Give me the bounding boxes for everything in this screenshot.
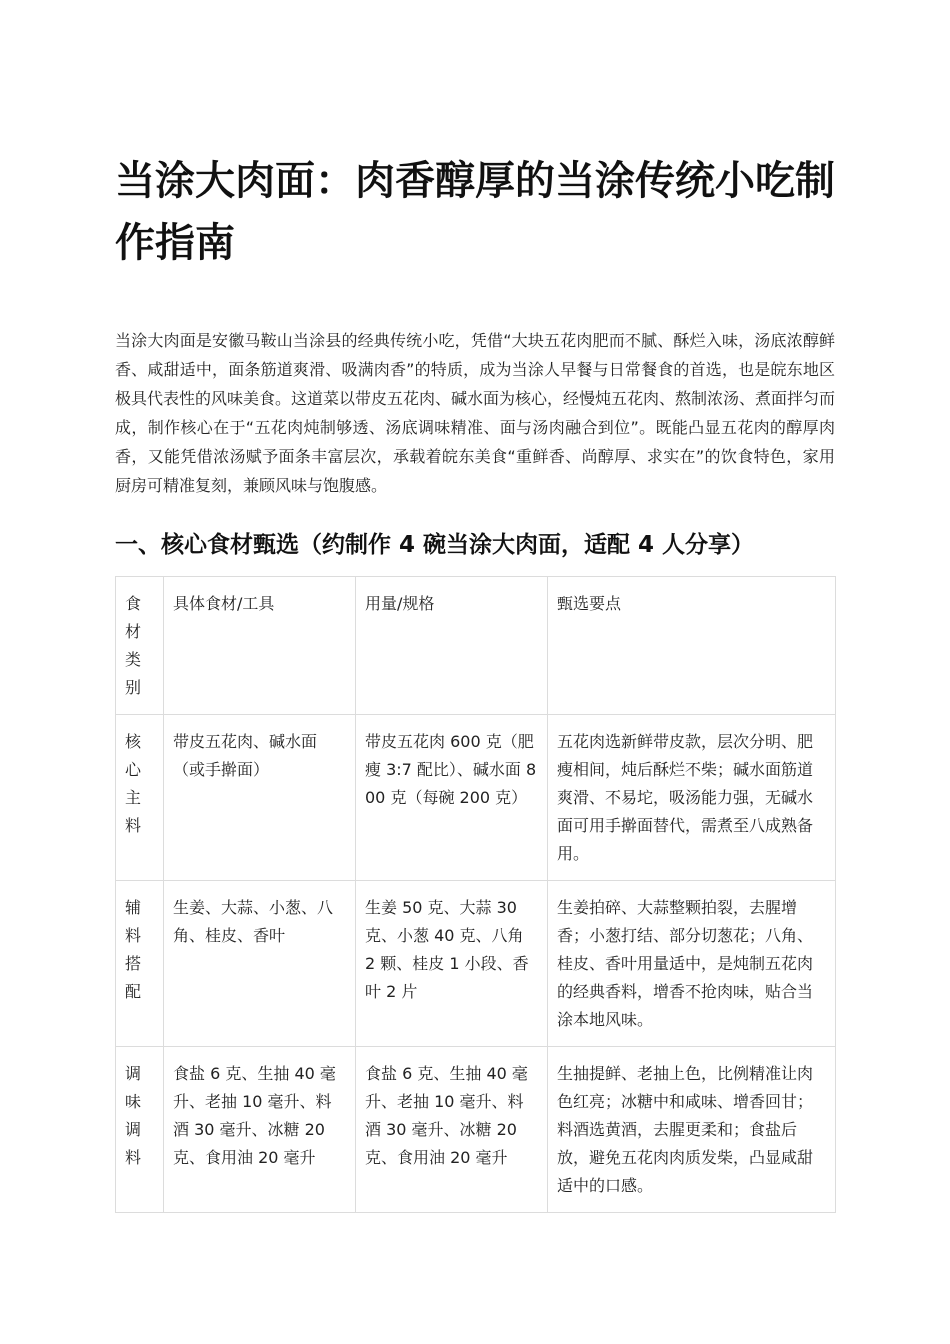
intro-paragraph: 当涂大肉面是安徽马鞍山当涂县的经典传统小吃，凭借“大块五花肉肥而不腻、酥烂入味，汤底浓醇鲜香、咸甜适中，面条筋道爽滑、吸满肉香”的特质，成为当涂人早餐与日常餐食的首选，也是皖东地区极具代表性的风味美食。这道菜以带皮五花肉、碱水面为核心，经慢炖五花肉、熬制浓汤、煮面拌匀而成，制作核心在于“五花肉炖制够透、汤底调味精准、面与汤肉融合到位”。既能凸显五花肉的醇厚肉香，又能凭借浓汤赋予面条丰富层次，承载着皖东美食“重鲜香、尚醇厚、求实在”的饮食特色，家用厨房可精准复刻，兼顾风味与饱腹感。 <box>115 331 836 495</box>
section-heading-ingredients: 一、核心食材甄选（约制作 4 碗当涂大肉面，适配 4 人分享） <box>115 532 755 558</box>
table-header-cell: 食材类别 <box>116 577 164 715</box>
table-cell-items: 食盐 6 克、生抽 40 毫升、老抽 10 毫升、料酒 30 毫升、冰糖 20 克、食用油 20 毫升 <box>164 1047 356 1213</box>
table-header-row <box>116 577 836 715</box>
ingredients-table <box>115 576 836 1213</box>
table-cell-tips: 生姜拍碎、大蒜整颗拍裂，去腥增香；小葱打结、部分切葱花；八角、桂皮、香叶用量适中，是炖制五花肉的经典香料，增香不抢肉味，贴合当涂本地风味。 <box>548 881 836 1047</box>
table-cell-tips: 五花肉选新鲜带皮款，层次分明、肥瘦相间，炖后酥烂不柴；碱水面筋道爽滑、不易坨，吸汤能力强，无碱水面可用手擀面替代，需煮至八成熟备用。 <box>548 715 836 881</box>
table-header-cell: 用量/规格 <box>356 577 548 715</box>
table-cell-amount: 带皮五花肉 600 克（肥瘦 3:7 配比）、碱水面 800 克（每碗 200 克） <box>356 715 548 881</box>
table-row <box>116 881 836 1047</box>
table-header-cell: 具体食材/工具 <box>164 577 356 715</box>
table-row <box>116 1047 836 1213</box>
table-cell-category: 核心主料 <box>116 715 164 881</box>
table-cell-items: 生姜、大蒜、小葱、八角、桂皮、香叶 <box>164 881 356 1047</box>
table-header-cell: 甄选要点 <box>548 577 836 715</box>
table-row <box>116 715 836 881</box>
page-title: 当涂大肉面：肉香醇厚的当涂传统小吃制作指南 <box>115 158 835 266</box>
document-page <box>115 150 835 1213</box>
table-cell-items: 带皮五花肉、碱水面（或手擀面） <box>164 715 356 881</box>
table-cell-category: 调味调料 <box>116 1047 164 1213</box>
table-cell-amount: 食盐 6 克、生抽 40 毫升、老抽 10 毫升、料酒 30 毫升、冰糖 20 克、食用油 20 毫升 <box>356 1047 548 1213</box>
table-cell-category: 辅料搭配 <box>116 881 164 1047</box>
table-cell-amount: 生姜 50 克、大蒜 30 克、小葱 40 克、八角 2 颗、桂皮 1 小段、香叶 2 片 <box>356 881 548 1047</box>
table-cell-tips: 生抽提鲜、老抽上色，比例精准让肉色红亮；冰糖中和咸味、增香回甘；料酒选黄酒，去腥更柔和；食盐后放，避免五花肉肉质发柴，凸显咸甜适中的口感。 <box>548 1047 836 1213</box>
